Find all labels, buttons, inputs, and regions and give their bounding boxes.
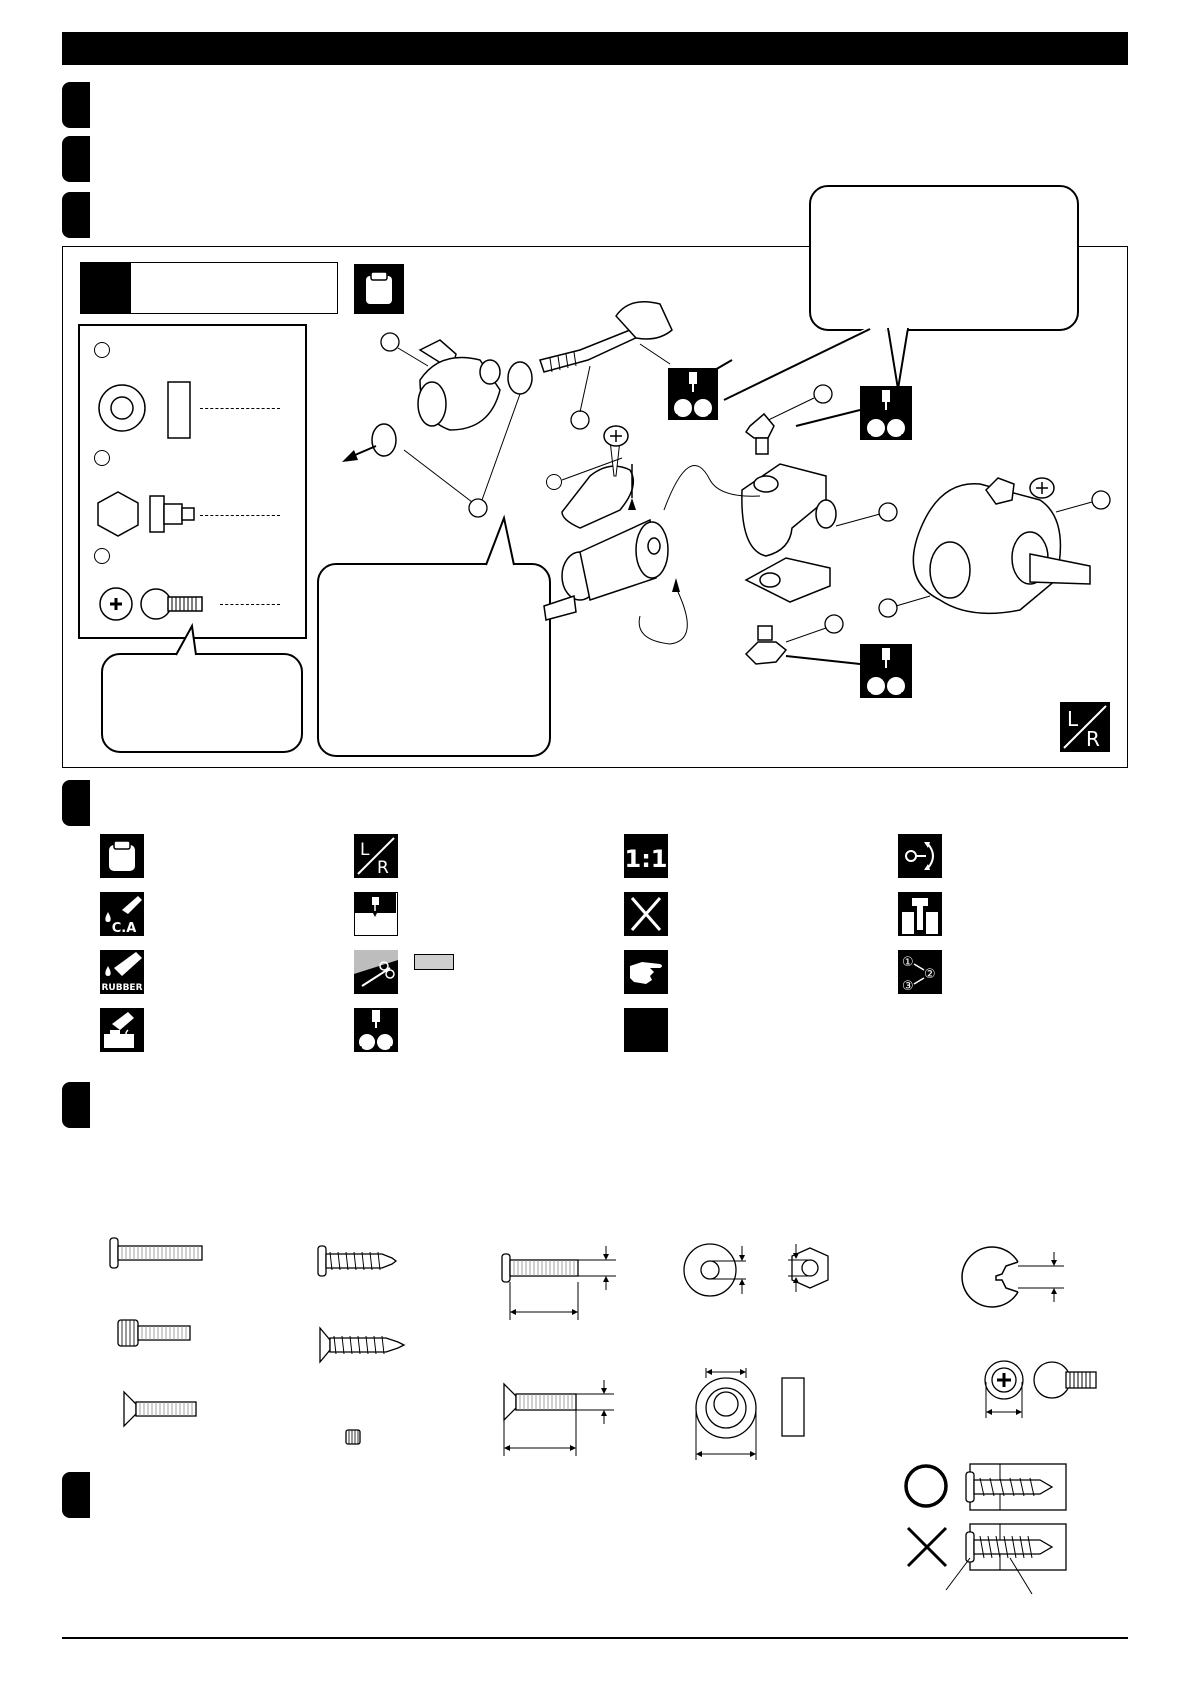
c-hub-assembly-drawing [560, 380, 900, 690]
part-callout-circle [94, 548, 110, 564]
set-screw-illustration [344, 1428, 364, 1448]
cap-screw-illustration [108, 1236, 208, 1276]
lr-label-l: L [1067, 707, 1079, 731]
step-number-block [81, 263, 131, 313]
screw-dimension-diagram [500, 1244, 620, 1326]
step-tab [62, 1082, 90, 1128]
flat-head-screw-illustration [122, 1390, 202, 1430]
rubber-glue-icon [100, 950, 144, 994]
flat-screw-dimension-diagram [500, 1380, 620, 1460]
black-square-icon [624, 1008, 668, 1052]
assembled-hub-drawing [880, 470, 1110, 630]
washer-part-illustration [98, 382, 258, 442]
seq-2-label: ② [924, 967, 936, 982]
step-tab [62, 136, 90, 182]
lr-label-l: L [360, 840, 370, 860]
one-to-one-scale-icon [624, 834, 668, 878]
dimension-leader [220, 604, 280, 605]
step-tab [62, 82, 90, 128]
callout-bubble-middle [316, 516, 554, 760]
tapping-screw-illustration [316, 1244, 400, 1280]
step-tab [62, 1472, 90, 1518]
bushing-dimension-diagram [692, 1364, 812, 1464]
x-do-not-use-icon [624, 892, 668, 936]
left-right-icon [1060, 702, 1110, 752]
footer-rule [62, 1637, 1128, 1639]
cut-trim-icon [354, 950, 398, 994]
circle-ok-icon [906, 1466, 946, 1506]
shoulder-bolt-part-illustration [94, 492, 294, 542]
callout-bubble-parts [100, 624, 306, 756]
lr-label-r: R [1086, 727, 1100, 751]
grease-icon [100, 1008, 144, 1052]
x-ng-icon [908, 1528, 946, 1566]
screw-in-icon [898, 892, 942, 936]
leader-line [560, 454, 630, 484]
hex-socket-screw-illustration [116, 1316, 196, 1352]
pointing-hand-icon [624, 950, 668, 994]
scale-label: 1:1 [624, 845, 668, 873]
e-ring-dimension-diagram [978, 1244, 1068, 1314]
flat-tapping-screw-illustration [318, 1326, 408, 1366]
callout-bubble-top-right [808, 184, 1080, 384]
step-tab [62, 780, 90, 826]
part-callout-circle [94, 342, 110, 358]
part-callout-circle [94, 450, 110, 466]
dimension-leader [200, 408, 280, 409]
lr-label-r: R [377, 858, 389, 878]
ball-end-screw-part-illustration [100, 586, 300, 626]
seq-1-label: ① [902, 955, 914, 970]
drill-hole-icon [354, 892, 398, 936]
seq-3-label: ③ [902, 979, 914, 994]
step-tab [62, 192, 90, 238]
ca-glue-icon [100, 892, 144, 936]
cut-area-swatch [414, 954, 454, 970]
thread-lock-icon [354, 1008, 398, 1052]
parts-list-box [78, 324, 307, 639]
ball-screw-dimension-diagram [982, 1356, 1102, 1426]
incorrect-screw-demo [900, 1520, 1080, 1620]
order-sequence-icon [898, 950, 942, 994]
rubber-label: RUBBER [101, 983, 143, 993]
left-right-icon [354, 834, 398, 878]
step-header-box [80, 262, 338, 314]
header-bar [62, 32, 1128, 65]
rotate-icon [898, 834, 942, 878]
washer-nut-dimension-diagram [680, 1242, 860, 1312]
ca-label: C.A [111, 921, 137, 936]
bag-icon [100, 834, 144, 878]
dimension-leader [200, 515, 280, 516]
